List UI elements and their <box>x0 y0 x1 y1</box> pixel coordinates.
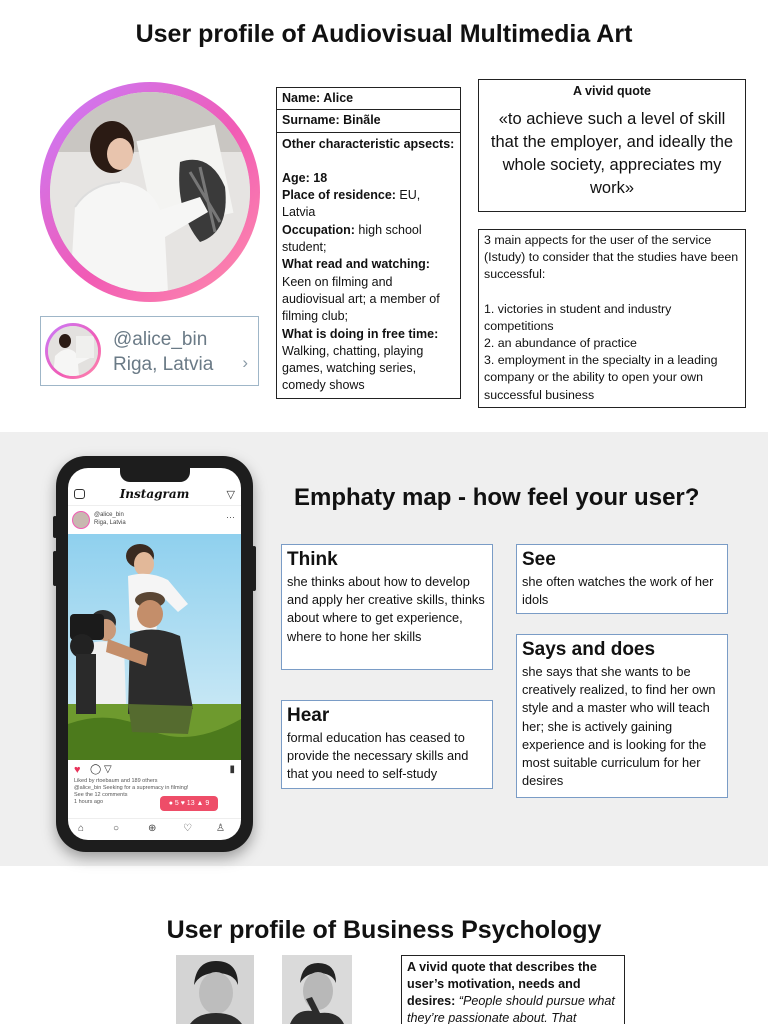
activity-icon[interactable]: ♡ <box>183 823 192 834</box>
phone-side-button <box>53 551 57 586</box>
send-icon[interactable]: ▽ <box>226 489 235 501</box>
post-header <box>68 508 241 532</box>
free-label: What is doing in free time: <box>282 326 439 341</box>
profile-info-table <box>276 87 461 399</box>
aspect-item: 3. employment in the specialty in a leading company or the ability to open your own successful business <box>484 353 718 402</box>
phone-side-button <box>53 516 57 538</box>
share-icon[interactable]: ▽ <box>104 764 112 775</box>
heart-icon[interactable]: ♥ <box>74 764 81 776</box>
other-heading: Other characteristic apsects: <box>282 136 455 151</box>
post-user-block <box>94 511 126 527</box>
post-username[interactable]: @alice_bin <box>94 512 124 518</box>
add-post-icon[interactable]: ⊕ <box>148 823 157 834</box>
avatar-illustration <box>48 326 98 376</box>
says-text: she says that she wants to be creatively realized, to find her own style and a master who will teach her; she is actively gaining experience and is looking for the most suitable curriculum for her desires <box>522 664 716 789</box>
read-label: What read and watching: <box>282 257 430 272</box>
profile-surname: Surname: Binãle <box>277 110 460 132</box>
hear-text: formal education has ceased to provide the necessary skills and that you need to self-study <box>287 730 469 782</box>
read-value: Keen on filming and audiovisual art; a member of filming club; <box>282 274 440 324</box>
phone-mockup <box>56 456 253 852</box>
portrait-photo-2 <box>282 955 352 1024</box>
phone-side-button <box>252 546 256 591</box>
profile-icon[interactable]: ♙ <box>216 823 225 834</box>
profile-photo <box>50 92 250 292</box>
post-avatar[interactable] <box>72 511 90 529</box>
free-value: Walking, chatting, playing games, watching series, comedy shows <box>282 343 424 393</box>
post-image <box>68 534 241 760</box>
caption-text: @alice_bin Seeking for a supremacy in filming! <box>74 785 189 791</box>
notification-badge[interactable]: ● 5 ♥ 13 ▲ 9 <box>160 796 218 811</box>
page-title-top: User profile of Audiovisual Multimedia Art <box>135 20 633 48</box>
quote2-text: “People should pursue what they’re passionate about. That <box>407 994 615 1024</box>
profile-photo-ring <box>40 82 260 302</box>
man-portrait-illustration <box>176 955 254 1024</box>
success-aspects-box <box>478 229 746 408</box>
profile-name: Name: Alice <box>277 88 460 110</box>
age-label: Age: <box>282 170 310 185</box>
page-title-bottom: User profile of Business Psychology <box>166 916 602 944</box>
more-icon[interactable]: ··· <box>226 512 235 522</box>
artist-painting-illustration <box>50 92 250 292</box>
profile-details <box>277 133 460 398</box>
empathy-card-think <box>281 544 493 670</box>
residence-label: Place of residence: <box>282 188 396 203</box>
portrait-photo-1 <box>176 955 254 1024</box>
search-icon[interactable]: ○ <box>113 823 120 834</box>
instagram-top-bar <box>68 484 241 506</box>
empathy-card-see <box>516 544 728 614</box>
empathy-card-hear <box>281 700 493 789</box>
think-heading: Think <box>287 549 338 570</box>
caption-likes: Liked by rtoebaum and 189 others <box>74 778 158 784</box>
instagram-logo: Instagram <box>119 487 190 501</box>
quote-text: «to achieve such a level of skill that the employer, and ideally the whole society, appreciates my work» <box>490 110 734 197</box>
film-crew-illustration <box>68 534 241 760</box>
instagram-tab-bar <box>68 818 241 840</box>
caption-comments-link[interactable]: See the 12 comments <box>74 792 128 798</box>
says-heading: Says and does <box>522 639 656 660</box>
caption-time: 1 hours ago <box>74 799 104 805</box>
residence-value: EU, Latvia <box>282 188 421 220</box>
post-location: Riga, Latvia <box>94 520 126 526</box>
see-heading: See <box>522 549 556 570</box>
handle-location: Riga, Latvia <box>113 354 214 375</box>
empathy-map-title: Emphaty map - how feel your user? <box>294 484 700 511</box>
hear-heading: Hear <box>287 705 330 726</box>
post-action-bar <box>72 764 237 776</box>
see-text: she often watches the work of her idols <box>522 574 714 608</box>
bookmark-icon[interactable]: ▮ <box>229 764 235 775</box>
phone-notch <box>120 468 190 482</box>
aspects-intro: 3 main appects for the user of the service (Istudy) to consider that the studies have been successful: <box>484 233 739 282</box>
instagram-handle-card[interactable] <box>40 316 259 386</box>
occupation-label: Occupation: <box>282 222 355 237</box>
handle-text-block <box>113 327 213 377</box>
think-text: she thinks about how to develop and apply her creative skills, thinks about where to get experience, where to hone her skills <box>287 574 485 644</box>
aspect-item: 1. victories in student and industry competitions <box>484 301 672 333</box>
comment-icon[interactable]: ◯ <box>90 764 102 775</box>
phone-screen <box>68 468 241 840</box>
empathy-card-says-does <box>516 634 728 798</box>
vivid-quote-box-2 <box>401 955 625 1024</box>
quote2-lead: A vivid quote that describes the user’s motivation, needs and desires: <box>407 960 597 1008</box>
mini-avatar <box>48 326 98 376</box>
chevron-right-icon[interactable]: › <box>242 353 248 372</box>
quote-title: A vivid quote <box>572 84 651 98</box>
occupation-value: high school student; <box>282 222 422 255</box>
home-icon[interactable]: ⌂ <box>78 823 85 834</box>
aspect-item: 2. an abundance of practice <box>484 336 637 351</box>
vivid-quote-box <box>478 79 746 212</box>
age-value: 18 <box>309 170 328 185</box>
mini-avatar-ring <box>45 323 101 379</box>
man-thinking-illustration <box>282 955 352 1024</box>
handle-username: @alice_bin <box>113 329 208 350</box>
